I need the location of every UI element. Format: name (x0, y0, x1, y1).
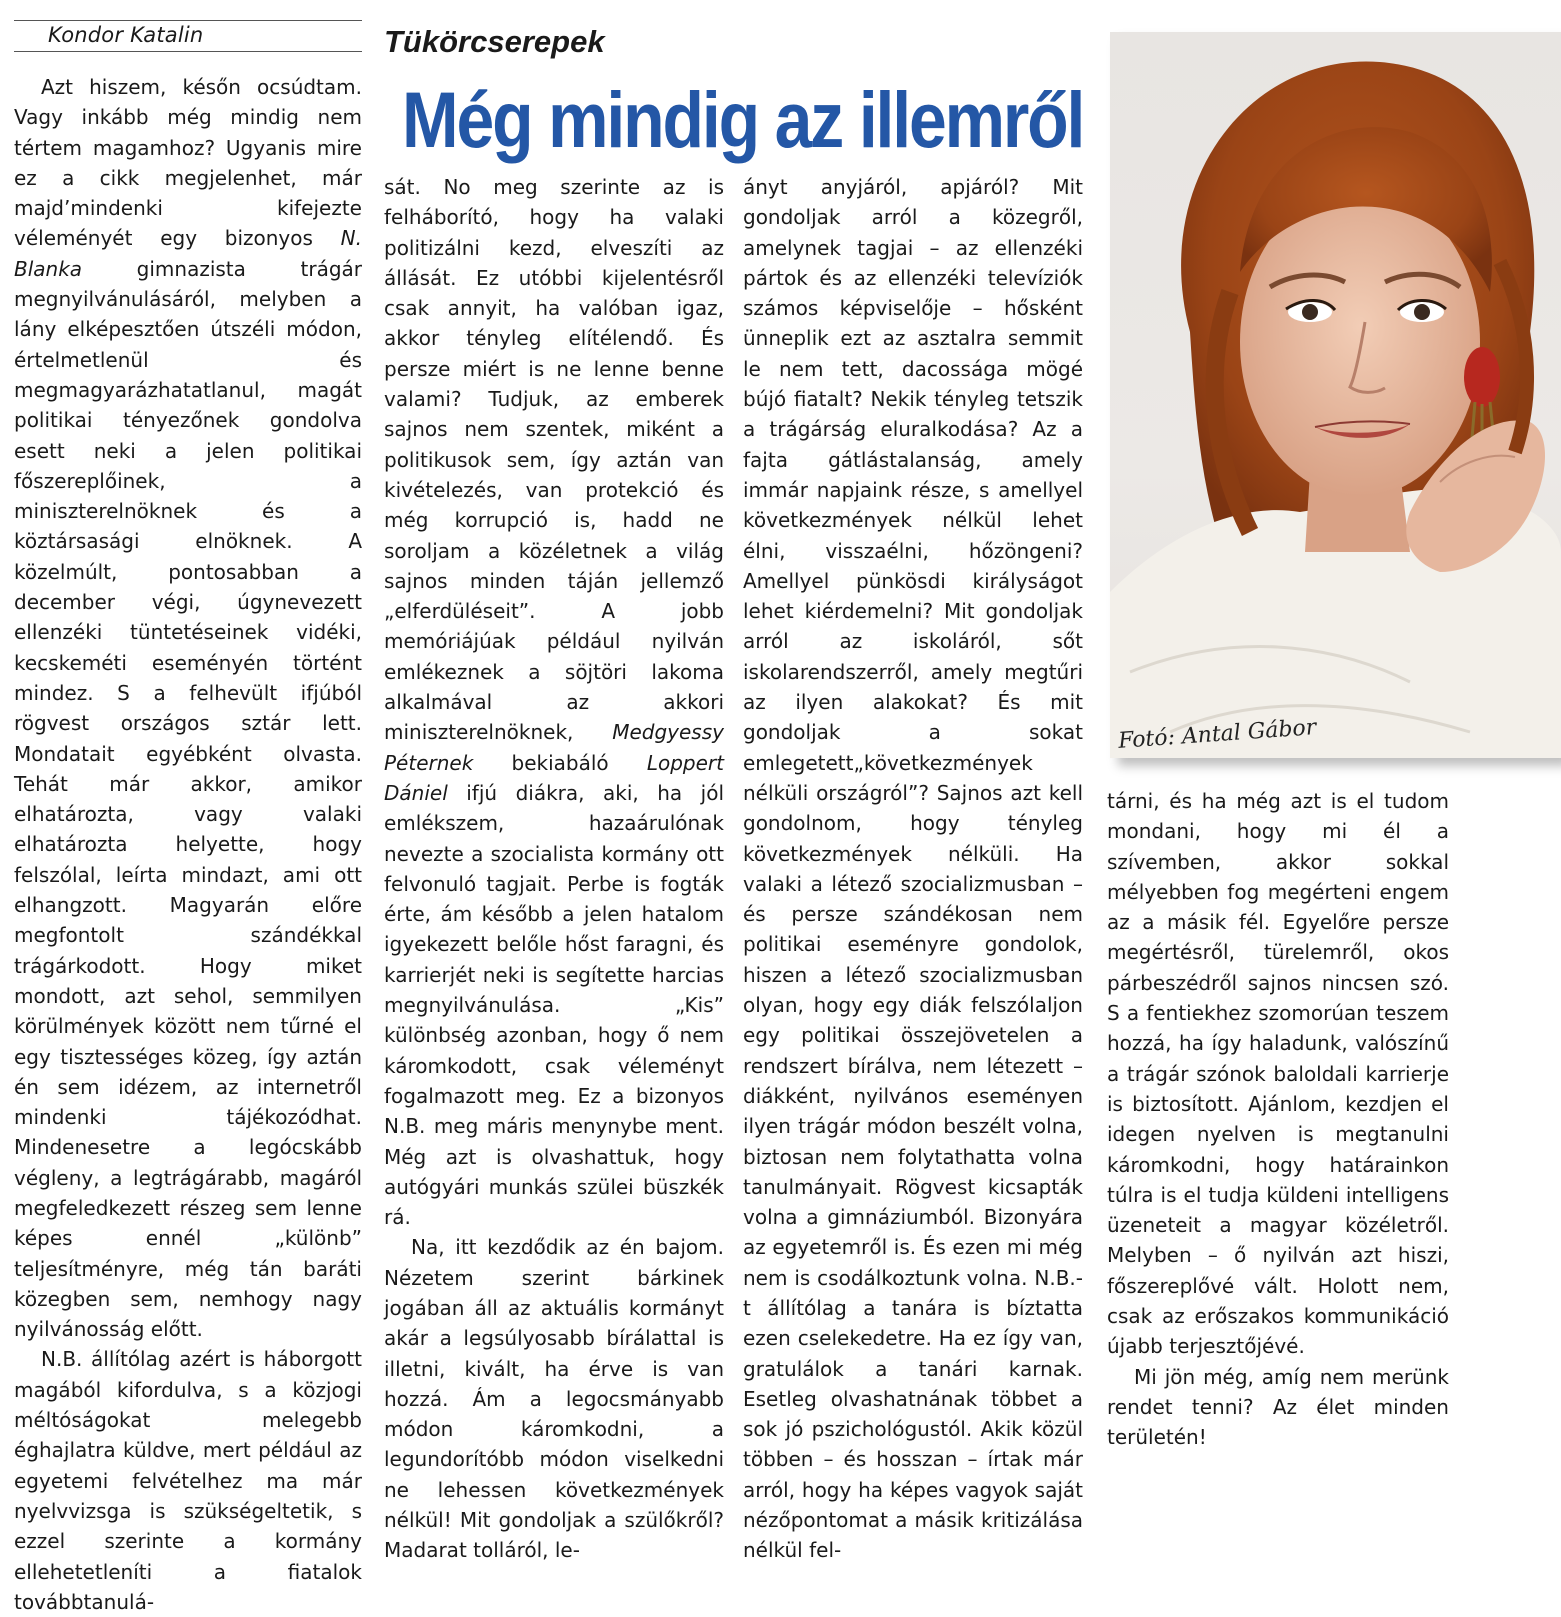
paragraph: N.B. állítólag azért is háborgott magából kifordulva, s a közjogi méltóságokat melegebb éghajlatra küldve, mert például az egyetemi felvételhez ma már nyelvvizsga is szükségeltetik, s ezzel szerinte a kormány ellehetetleníti a fiatalok továbbtanulá- (14, 1347, 362, 1614)
text-column-4 (1107, 786, 1449, 1453)
paragraph: Mi jön még, amíg nem merünk rendet tenni? Az élet minden területén! (1107, 1364, 1449, 1450)
portrait-illustration (1110, 32, 1561, 758)
text-column-1 (14, 72, 362, 1617)
column-kicker: Tükörcserepek (384, 24, 605, 59)
paragraph: Azt hiszem, későn ocsúdtam. Vagy inkább még mindig nem tértem magamhoz? Ugyanis mire ez a cikk megjelenhet, már majd’mindenki kifejezte véleményét egy bizonyos N. Blanka gimnazista trágár megnyilvánulásáról, melyben a lány elképesztően útszéli módon, értelmetlenül és megmagyarázhatatlanul, magát politikai tényezőnek gondolva esett neki a jelen politikai főszereplőinek, a miniszterelnöknek és a köztársasági elnöknek. A közelmúlt, pontosabban a december végi, úgynevezett ellenzéki tüntetéseinek vidéki, kecskeméti eseményén történt mindez. S a felhevült ifjúból rögvest országos sztár lett. Mondatait egyébként olvasta. Tehát már akkor, amikor elhatározta, vagy valaki elhatározta helyette, hogy felszólal, leírta mindazt, ami ott elhangzott. Magyarán előre megfontolt szándékkal trágárkodott. Hogy miket mondott, azt sehol, semmilyen körülmények között nem tűrné el egy tisztességes közeg, így aztán én sem idézem, az internetről mindenki tájékozódhat. Mindenesetre a legócskább végleny, a legtrágárabb, magáról megfeledkezett részeg sem lenne képes ennél „különb” teljesítményre, még tán baráti közegben sem, nemhogy nagy nyilvánosság előtt. (14, 75, 362, 1342)
text-column-3 (743, 172, 1083, 1566)
paragraph: ányt anyjáról, apjáról? Mit gondoljak arról a közegről, amelynek tagjai – az ellenzéki pártok és az ellenzéki televíziók számos képviselője – hősként ünneplik ezt az asztalra semmit le nem tett, dacossága mögé bújó fiatalt? Nekik tényleg tetszik a trágárság eluralkodása? Az a fajta gátlástalanság, amely immár napjaink része, s amellyel következmények nélkül lehet élni, visszaélni, hőzöngeni? Amellyel pünkösdi királyságot lehet kiérdemelni? Mit gondoljak arról az iskoláról, sőt iskolarendszerről, amely megtűri az ilyen alakokat? És mit gondoljak a sokat emlegetett„következmények nélküli országról”? Sajnos azt kell gondolnom, hogy tényleg következmények nélküli. Ha valaki a létező szocializmusban – és persze szándékosan nem politikai eseményre gondolok, hiszen a létező szocializmusban olyan, hogy egy diák felszólaljon egy politikai összejövetelen a rendszert bírálva, nem létezett – diákként, nyilvános eseményen ilyen trágár módon beszélt volna, biztosan nem folytathatta volna tanulmányait. Rögvest kicsapták volna a gimnáziumból. Bizonyára az egyetemről is. És ezen mi még nem is csodálkoztunk volna. N.B.-t állítólag a tanára is bíztatta ezen cselekedetre. Ha ez így van, gratulálok a tanári karnak. Esetleg olvashatnának többet a sok jó pszichológustól. Akik közül többen – és hosszan – írtak már arról, hogy ha képes vagyok saját nézőpontomat a másik kritizálása nélkül fel- (743, 175, 1083, 1563)
text-column-2 (384, 172, 724, 1566)
person-name: N. Blanka (14, 226, 362, 281)
portrait-photo (1110, 32, 1561, 758)
author-byline-box (14, 20, 362, 52)
paragraph: sát. No meg szerinte az is felháborító, hogy ha valaki politizálni kezd, elveszíti az állását. Ez utóbbi kijelentésről csak annyit, ha valóban igaz, akkor tényleg elítélendő. És persze miért is ne lenne benne valami? Tudjuk, az emberek sajnos nem szentek, miként a politikusok sem, így aztán van kivételezés, van protekció és még korrupció is, hadd ne soroljam a közéletnek a világ sajnos minden táján jellemző „elferdüléseit”. A jobb memóriájúak például nyilván emlékeznek a söjtöri lakoma alkalmával az akkori miniszterelnöknek, Medgyessy Péternek bekiabáló Loppert Dániel ifjú diákra, aki, ha jól emlékszem, hazaárulónak nevezte a szocialista kormány ott felvonuló tagjait. Perbe is fogták érte, ám később a jelen hatalom igyekezett belőle hőst faragni, és karrierjét neki is segítette harcias megnyilvánulása. „Kis” különbség azonban, hogy ő nem káromkodott, csak véleményt fogalmazott meg. Ez a bizonyos N.B. meg máris menynybe ment. Még azt is olvashattuk, hogy autógyári munkás szülei büszkék rá. (384, 175, 724, 1230)
paragraph: tárni, és ha még azt is el tudom mondani, hogy mi él a szívemben, akkor sokkal mélyebben fog megérteni engem az a másik fél. Egyelőre persze megértésről, türelemről, okos párbeszédről sajnos nincsen szó. S a fentiekhez szomorúan teszem hozzá, ha így haladunk, valószínű a trágár szónok baloldali karrierje is biztosított. Ajánlom, kezdjen el idegen nyelven is megtanulni káromkodni, hogy határainkon túlra is el tudja küldeni intelligens üzeneteit a magyar közéletről. Melyben – ő nyilván azt hiszi, főszereplővé vált. Holott nem, csak az erőszakos kommunikáció újabb terjesztőjévé. (1107, 789, 1449, 1359)
paragraph: Na, itt kezdődik az én bajom. Nézetem szerint bárkinek jogában áll az aktuális kormányt akár a legsúlyosabb bírálattal is illetni, kivált, ha érve is van hozzá. Ám a legocsmányabb módon káromkodni, a legundorítóbb módon viselkedni ne lehessen következmények nélkül! Mit gondoljak a szülőkről? Madarat tolláról, le- (384, 1235, 724, 1563)
person-name: Medgyessy Péternek (384, 720, 724, 775)
person-name: Loppert Dániel (384, 750, 724, 805)
photo-credit: Fotó: Antal Gábor (1117, 715, 1318, 754)
article-headline: Még mindig az illemről (402, 75, 1084, 164)
author-name: Kondor Katalin (48, 23, 204, 47)
